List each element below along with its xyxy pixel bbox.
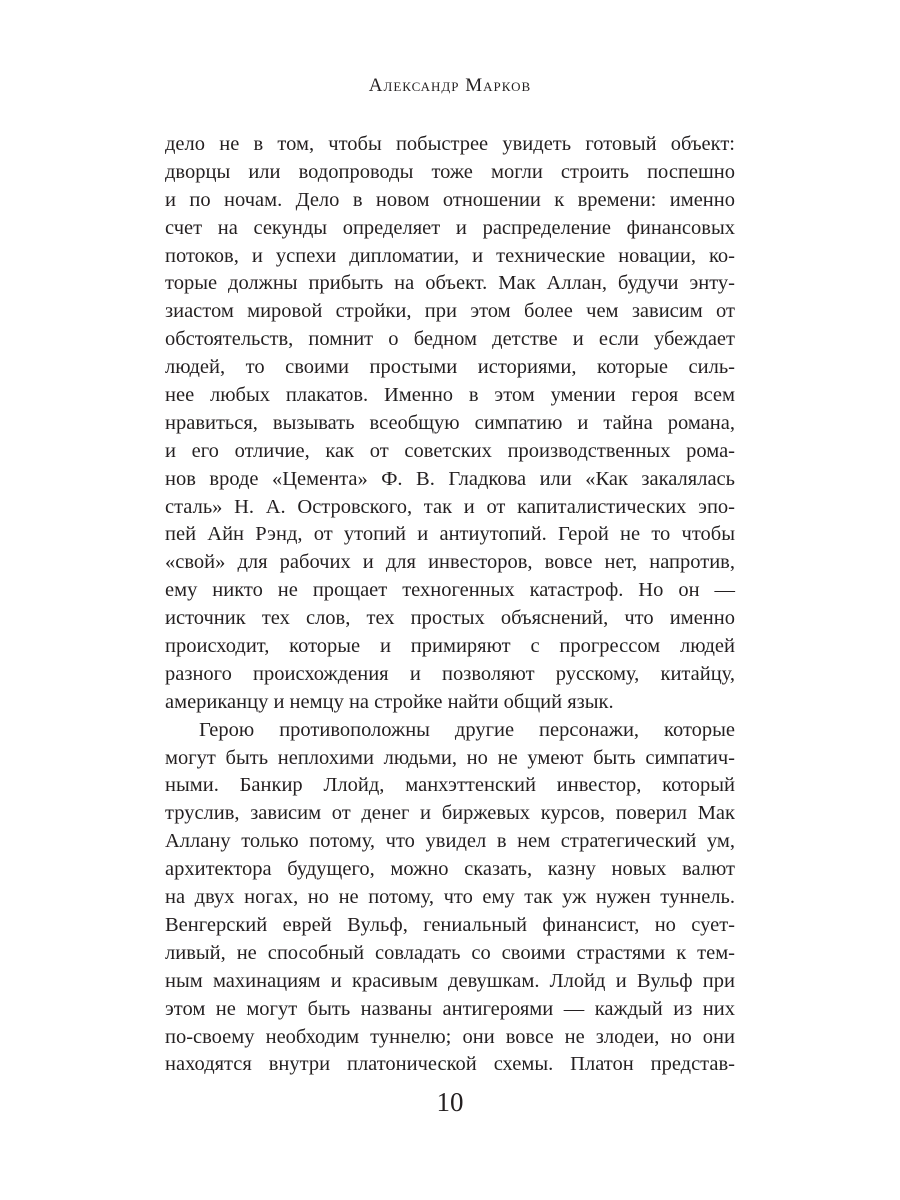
text-line: пей Айн Рэнд, от утопий и антиутопий. Герой не то чтобы xyxy=(165,523,735,546)
text-line: ным махинациям и красивым девушкам. Ллойд и Вульф при xyxy=(165,969,735,992)
text-line: Аллану только потому, что увидел в нем стратегический ум, xyxy=(165,830,735,853)
body-text xyxy=(165,131,735,1079)
text-line: ными. Банкир Ллойд, манхэттенский инвестор, который xyxy=(165,774,735,797)
text-line: торые должны прибыть на объект. Мак Аллан, будучи энту- xyxy=(165,272,735,295)
text-line: Герою противоположны другие персонажи, которые xyxy=(199,718,735,741)
text-line: Венгерский еврей Вульф, гениальный финансист, но сует- xyxy=(165,913,735,936)
text-line: по-своему необходим туннелю; они вовсе не злодеи, но они xyxy=(165,1025,735,1048)
paragraph-2 xyxy=(165,717,735,1080)
text-line: «свой» для рабочих и для инвесторов, вовсе нет, напротив, xyxy=(165,551,735,574)
text-line: разного происхождения и позволяют русскому, китайцу, xyxy=(165,662,735,685)
text-line: ливый, не способный совладать со своими страстями к тем- xyxy=(165,941,735,964)
text-line: ему никто не прощает техногенных катастроф. Но он — xyxy=(165,579,735,602)
text-line: происходит, которые и примиряют с прогрессом людей xyxy=(165,635,735,658)
text-line: на двух ногах, но не потому, что ему так уж нужен туннель. xyxy=(165,886,735,909)
text-line: источник тех слов, тех простых объяснений, что именно xyxy=(165,607,735,630)
text-line: этом не могут быть названы антигероями — каждый из них xyxy=(165,997,735,1020)
text-line: и по ночам. Дело в новом отношении к времени: именно xyxy=(165,188,735,211)
text-line: обстоятельств, помнит о бедном детстве и если убеждает xyxy=(165,328,735,351)
text-line: могут быть неплохими людьми, но не умеют быть симпатич- xyxy=(165,746,735,769)
text-line: архитектора будущего, можно сказать, казну новых валют xyxy=(165,858,735,881)
text-line: нравиться, вызывать всеобщую симпатию и тайна романа, xyxy=(165,411,735,434)
text-line: дело не в том, чтобы побыстрее увидеть готовый объект: xyxy=(165,133,735,155)
text-line: зиастом мировой стройки, при этом более чем зависим от xyxy=(165,300,735,323)
text-line: труслив, зависим от денег и биржевых курсов, поверил Мак xyxy=(165,802,735,825)
page-number: 10 xyxy=(436,1087,464,1117)
text-line: счет на секунды определяет и распределение финансовых xyxy=(165,216,735,239)
text-line: нее любых плакатов. Именно в этом умении героя всем xyxy=(165,384,735,407)
text-line: нов вроде «Цемента» Ф. В. Гладкова или «Как закалялась xyxy=(165,467,735,490)
text-line: находятся внутри платонической схемы. Платон представ- xyxy=(165,1053,735,1076)
text-line: дворцы или водопроводы тоже могли строить поспешно xyxy=(165,160,735,183)
text-line: потоков, и успехи дипломатии, и технические новации, ко- xyxy=(165,244,735,267)
paragraph-1 xyxy=(165,131,735,717)
text-line: и его отличие, как от советских производственных рома- xyxy=(165,439,735,462)
text-line: людей, то своими простыми историями, которые силь- xyxy=(165,356,735,379)
text-line: сталь» Н. А. Островского, так и от капиталистических эпо- xyxy=(165,495,735,518)
running-head: Александр Марков xyxy=(368,75,532,96)
text-line: американцу и немцу на стройке найти общий язык. xyxy=(165,690,614,713)
